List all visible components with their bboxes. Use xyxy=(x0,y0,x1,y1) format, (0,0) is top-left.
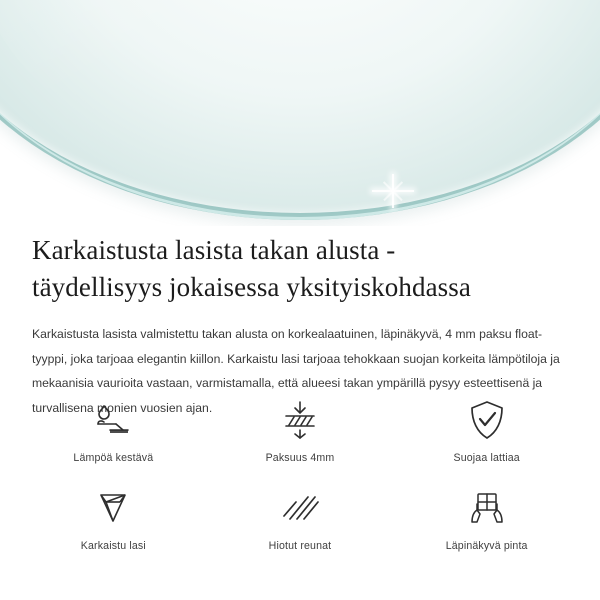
feature-item-transparent-surface xyxy=(407,488,567,576)
description-paragraph: Karkaistusta lasista valmistettu takan alusta on korkealaatuinen, läpinäkyvä, 4 mm paksu float-tyyppi, joka tarjoaa elegantin kiillon. Karkaistu lasi tarjoaa tehokkaan suojan korkeita lämpötiloja ja mekaanisia vaurioita vastaan, varmistamalla, että alueesi takan ympärillä pysyy esteettisenä ja turvallisena monien vuosien ajan. xyxy=(32,327,560,415)
thickness-gauge-icon xyxy=(278,400,322,440)
shield-check-icon xyxy=(467,400,507,440)
feature-label: Karkaistu lasi xyxy=(80,540,146,552)
polished-edges-icon xyxy=(278,488,322,528)
hero-image xyxy=(0,0,600,226)
feature-label: Lämpöä kestävä xyxy=(73,452,154,464)
feature-label: Paksuus 4mm xyxy=(265,452,335,464)
page-title-line-2: täydellisyys jokaisessa yksityiskohdassa xyxy=(32,271,471,302)
feature-item-tempered-glass xyxy=(33,488,193,576)
diamond-icon xyxy=(91,488,135,528)
feature-grid xyxy=(20,400,580,576)
feature-item-polished-edges xyxy=(220,488,380,576)
page-title xyxy=(32,232,572,305)
text-content xyxy=(32,232,572,420)
feature-item-floor-protection xyxy=(407,400,567,488)
page-title-line-1: Karkaistusta lasista takan alusta - xyxy=(32,235,396,265)
cleaning-hands-icon xyxy=(464,488,510,528)
feature-label: Läpinäkyvä pinta xyxy=(445,540,528,552)
feature-item-thickness xyxy=(220,400,380,488)
feature-item-heat-resistant xyxy=(33,400,193,488)
feature-label: Hiotut reunat xyxy=(268,540,332,552)
sparkle-diagonal-icon xyxy=(378,176,408,206)
feature-label: Suojaa lattiaa xyxy=(453,452,520,464)
heat-resistant-icon xyxy=(90,400,136,440)
